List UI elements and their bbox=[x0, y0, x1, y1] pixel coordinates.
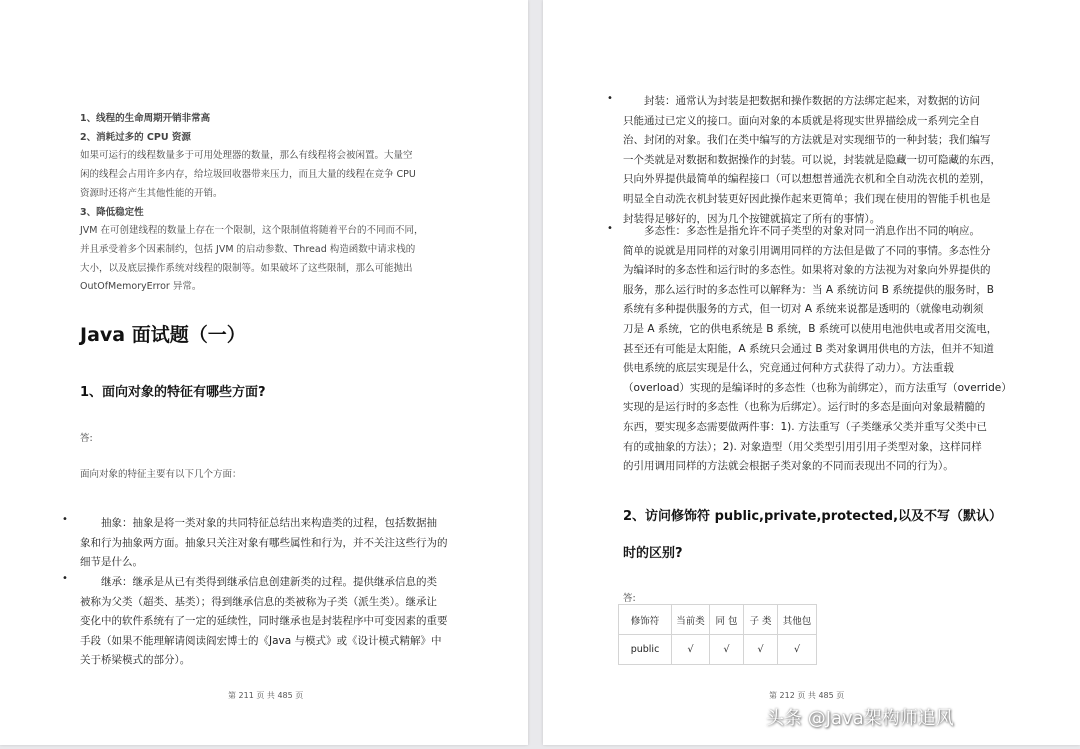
text-line: 甚至还有可能是太阳能，A 系统只会通过 B 类对象调用供电的方法，但并不知道 bbox=[623, 342, 994, 355]
text-line: 继承：继承是从已有类得到继承信息创建新类的过程。提供继承信息的类 bbox=[80, 576, 437, 588]
text-line: （overload）实现的是编译时的多态性（也称为前绑定），而方法重写（override） bbox=[623, 381, 1012, 394]
text-line: 供电系统的底层实现是什么，究竟通过何种方式获得了动力）。方法重载 bbox=[623, 362, 954, 375]
table-header-cell: 同 包 bbox=[710, 605, 744, 635]
text-line: OutOfMemoryError 异常。 bbox=[80, 281, 202, 293]
text-line: 封装：通常认为封装是把数据和操作数据的方法绑定起来，对数据的访问 bbox=[623, 95, 980, 107]
text-line: 抽象：抽象是将一类对象的共同特征总结出来构造类的过程，包括数据抽 bbox=[80, 517, 437, 529]
text-line: 手段（如果不能理解请阅读阎宏博士的《Java 与模式》或《设计模式精解》中 bbox=[80, 634, 442, 647]
table-header-cell: 修饰符 bbox=[619, 605, 672, 635]
text-line: 并且承受着多个因素制约，包括 JVM 的启动参数、Thread 构造函数中请求栈的 bbox=[80, 243, 416, 255]
text-line: 如果可运行的线程数量多于可用处理器的数量，那么有线程将会被闲置。大量空 bbox=[80, 150, 413, 162]
table-header-cell: 当前类 bbox=[672, 605, 710, 635]
text-line: 象和行为抽象两方面。抽象只关注对象有哪些属性和行为，并不关注这些行为的 bbox=[80, 536, 448, 549]
text-line: 刀是 A 系统，它的供电系统是 B 系统，B 系统可以使用电池供电或者用交流电， bbox=[623, 323, 998, 335]
text-line: 服务，那么运行时的多态性可以解释为：当 A 系统访问 B 系统提供的服务时，B bbox=[623, 283, 994, 296]
text-line: 多态性：多态性是指允许不同子类型的对象对同一消息作出不同的响应。 bbox=[623, 225, 980, 237]
page-footer: 第 211 页 共 485 页 bbox=[228, 691, 304, 700]
text-line: 1、线程的生命周期开销非常高 bbox=[80, 113, 211, 124]
table-cell: √ bbox=[778, 635, 817, 665]
table-cell: √ bbox=[710, 635, 744, 665]
access-modifier-table bbox=[618, 604, 817, 665]
answer-label: 答: bbox=[80, 433, 93, 444]
table-row bbox=[619, 635, 817, 665]
page-heading: Java 面试题（一） bbox=[80, 324, 246, 346]
text-line: 2、消耗过多的 CPU 资源 bbox=[80, 131, 191, 143]
text-line: 东西，要实现多态需要做两件事：1). 方法重写（子类继承父类并重写父类中已 bbox=[623, 421, 987, 433]
text-line: 资源时还将产生其他性能的开销。 bbox=[80, 187, 223, 199]
text-line: 细节是什么。 bbox=[80, 556, 143, 568]
text-line: 实现的是运行时的多态性（也称为后绑定）。运行时的多态是面向对象最精髓的 bbox=[623, 401, 986, 414]
table-header-cell: 其他包 bbox=[778, 605, 817, 635]
text-line: 闲的线程会占用许多内存，给垃圾回收器带来压力，而且大量的线程在竞争 CPU bbox=[80, 169, 416, 181]
text-line: 有的或抽象的方法）；2). 对象造型（用父类型引用引用子类型对象，这样同样 bbox=[623, 440, 982, 453]
text-line: 的引用调用同样的方法就会根据子类对象的不同而表现出不同的行为）。 bbox=[623, 460, 954, 473]
bullet-marker: • bbox=[607, 223, 613, 234]
question-1-heading: 1、面向对象的特征有哪些方面? bbox=[80, 385, 266, 400]
bullet-marker: • bbox=[607, 93, 613, 104]
bullet-marker: • bbox=[62, 573, 68, 584]
text-line: 变化中的软件系统有了一定的延续性，同时继承也是封装程序中可变因素的重要 bbox=[80, 615, 448, 627]
text-line: 简单的说就是用同样的对象引用调用同样的方法但是做了不同的事情。多态性分 bbox=[623, 244, 991, 257]
text-line: JVM 在可创建线程的数量上存在一个限制，这个限制值将随着平台的不同而不同， bbox=[80, 225, 424, 237]
table-cell: √ bbox=[672, 635, 710, 665]
text-line: 大小，以及底层操作系统对线程的限制等。如果破坏了这些限制，那么可能抛出 bbox=[80, 262, 413, 274]
text-line: 为编译时的多态性和运行时的多态性。如果将对象的方法视为对象向外界提供的 bbox=[623, 264, 991, 277]
text-line: 明显全自动洗衣机封装更好因此操作起来更简单；我们现在使用的智能手机也是 bbox=[623, 193, 991, 205]
document-page-right bbox=[543, 0, 1080, 745]
table-header-cell: 子 类 bbox=[744, 605, 778, 635]
document-page-left bbox=[0, 0, 528, 745]
question-2-heading-line1: 2、访问修饰符 public,private,protected,以及不写（默认） bbox=[623, 509, 1003, 524]
page-footer: 第 212 页 共 485 页 bbox=[769, 691, 845, 700]
table-cell: √ bbox=[744, 635, 778, 665]
answer-label: 答: bbox=[623, 593, 636, 604]
answer-intro: 面向对象的特征主要有以下几个方面： bbox=[80, 469, 242, 480]
text-line: 3、降低稳定性 bbox=[80, 206, 144, 218]
text-line: 封装得足够好的，因为几个按键就搞定了所有的事情）。 bbox=[623, 212, 881, 225]
text-line: 被称为父类（超类、基类）；得到继承信息的类被称为子类（派生类）。继承让 bbox=[80, 595, 437, 608]
text-line: 系统有多种提供服务的方式，但一切对 A 系统来说都是透明的（就像电动剃须 bbox=[623, 303, 984, 316]
text-line: 一个类就是对数据和数据操作的封装。可以说，封装就是隐藏一切可隐藏的东西， bbox=[623, 153, 1001, 166]
question-2-heading-line2: 时的区别? bbox=[623, 546, 683, 561]
table-header-row bbox=[619, 605, 817, 635]
text-line: 治、封闭的对象。我们在类中编写的方法就是对实现细节的一种封装；我们编写 bbox=[623, 134, 991, 147]
watermark-text: 头条 @Java架构师追风 bbox=[766, 708, 954, 729]
text-line: 关于桥梁模式的部分）。 bbox=[80, 654, 191, 666]
table-cell: public bbox=[619, 635, 672, 665]
text-line: 只向外界提供最简单的编程接口（可以想想普通洗衣机和全自动洗衣机的差别， bbox=[623, 173, 991, 186]
bullet-marker: • bbox=[62, 514, 68, 525]
text-line: 只能通过已定义的接口。面向对象的本质就是将现实世界描绘成一系列完全自 bbox=[623, 114, 980, 127]
